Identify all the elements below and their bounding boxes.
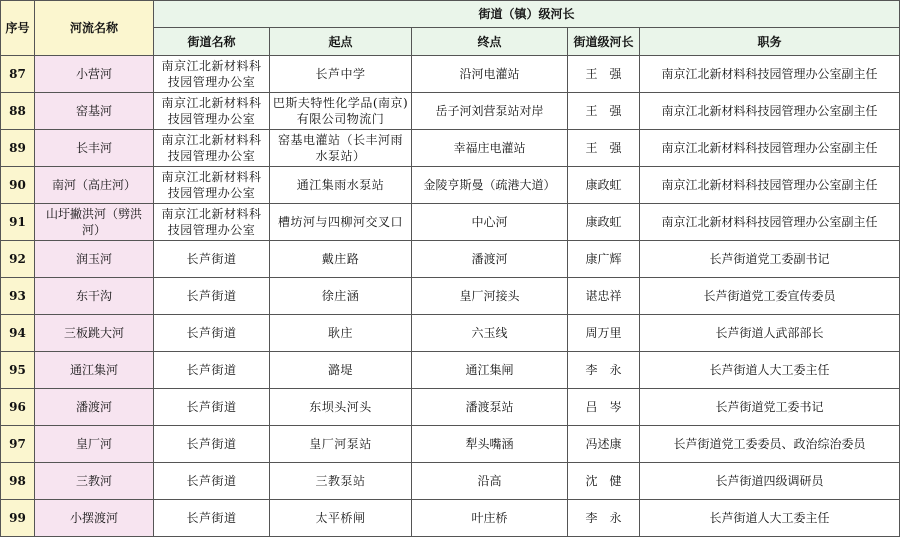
header-street: 街道名称 bbox=[154, 28, 270, 56]
cell-street: 长芦街道 bbox=[154, 278, 270, 315]
cell-river: 三板跳大河 bbox=[35, 315, 154, 352]
cell-end: 中心河 bbox=[412, 204, 568, 241]
cell-no: 98 bbox=[1, 463, 35, 500]
table-row bbox=[1, 500, 900, 537]
cell-no: 93 bbox=[1, 278, 35, 315]
cell-river: 东干沟 bbox=[35, 278, 154, 315]
cell-start: 巴斯夫特性化学品(南京)有限公司物流门 bbox=[270, 93, 412, 130]
cell-street: 长芦街道 bbox=[154, 241, 270, 278]
cell-no: 97 bbox=[1, 426, 35, 463]
header-chief: 街道级河长 bbox=[568, 28, 640, 56]
header-post: 职务 bbox=[640, 28, 900, 56]
cell-end: 六玉线 bbox=[412, 315, 568, 352]
cell-start: 窑基电灌站（长丰河雨水泵站） bbox=[270, 130, 412, 167]
cell-no: 91 bbox=[1, 204, 35, 241]
cell-post: 长芦街道四级调研员 bbox=[640, 463, 900, 500]
cell-end: 沿河电灌站 bbox=[412, 56, 568, 93]
cell-start: 槽坊河与四柳河交叉口 bbox=[270, 204, 412, 241]
cell-end: 幸福庄电灌站 bbox=[412, 130, 568, 167]
cell-street: 长芦街道 bbox=[154, 389, 270, 426]
cell-street: 长芦街道 bbox=[154, 426, 270, 463]
cell-river: 山圩撇洪河（劈洪河） bbox=[35, 204, 154, 241]
cell-street: 南京江北新材料科技园管理办公室 bbox=[154, 130, 270, 167]
cell-chief: 康广辉 bbox=[568, 241, 640, 278]
cell-river: 小摆渡河 bbox=[35, 500, 154, 537]
cell-post: 长芦街道人武部部长 bbox=[640, 315, 900, 352]
cell-river: 三教河 bbox=[35, 463, 154, 500]
table-row bbox=[1, 352, 900, 389]
table-row bbox=[1, 315, 900, 352]
table-row bbox=[1, 167, 900, 204]
cell-start: 通江集雨水泵站 bbox=[270, 167, 412, 204]
cell-no: 99 bbox=[1, 500, 35, 537]
cell-end: 犁头嘴涵 bbox=[412, 426, 568, 463]
table-row bbox=[1, 204, 900, 241]
cell-start: 太平桥闸 bbox=[270, 500, 412, 537]
cell-street: 南京江北新材料科技园管理办公室 bbox=[154, 204, 270, 241]
table-row bbox=[1, 130, 900, 167]
table-row bbox=[1, 241, 900, 278]
cell-end: 叶庄桥 bbox=[412, 500, 568, 537]
cell-street: 长芦街道 bbox=[154, 500, 270, 537]
table-row bbox=[1, 426, 900, 463]
cell-river: 长丰河 bbox=[35, 130, 154, 167]
cell-street: 南京江北新材料科技园管理办公室 bbox=[154, 167, 270, 204]
table-row bbox=[1, 463, 900, 500]
cell-no: 96 bbox=[1, 389, 35, 426]
cell-post: 长芦街道党工委委员、政治综治委员 bbox=[640, 426, 900, 463]
cell-post: 南京江北新材料科技园管理办公室副主任 bbox=[640, 167, 900, 204]
cell-post: 南京江北新材料科技园管理办公室副主任 bbox=[640, 56, 900, 93]
cell-start: 耿庄 bbox=[270, 315, 412, 352]
header-start: 起点 bbox=[270, 28, 412, 56]
cell-start: 长芦中学 bbox=[270, 56, 412, 93]
cell-chief: 冯述康 bbox=[568, 426, 640, 463]
table-row bbox=[1, 278, 900, 315]
cell-post: 长芦街道党工委宣传委员 bbox=[640, 278, 900, 315]
cell-river: 潘渡河 bbox=[35, 389, 154, 426]
header-group: 街道（镇）级河长 bbox=[154, 1, 900, 28]
cell-no: 90 bbox=[1, 167, 35, 204]
cell-post: 长芦街道党工委书记 bbox=[640, 389, 900, 426]
cell-end: 金陵亨斯曼（疏港大道） bbox=[412, 167, 568, 204]
cell-start: 皇厂河泵站 bbox=[270, 426, 412, 463]
header-row-1 bbox=[1, 1, 900, 28]
cell-street: 长芦街道 bbox=[154, 315, 270, 352]
cell-chief: 王 强 bbox=[568, 56, 640, 93]
cell-chief: 康政虹 bbox=[568, 204, 640, 241]
header-end: 终点 bbox=[412, 28, 568, 56]
cell-chief: 周万里 bbox=[568, 315, 640, 352]
cell-post: 南京江北新材料科技园管理办公室副主任 bbox=[640, 130, 900, 167]
cell-end: 皇厂河接头 bbox=[412, 278, 568, 315]
cell-chief: 谌忠祥 bbox=[568, 278, 640, 315]
cell-post: 南京江北新材料科技园管理办公室副主任 bbox=[640, 204, 900, 241]
cell-end: 潘渡泵站 bbox=[412, 389, 568, 426]
cell-chief: 李 永 bbox=[568, 500, 640, 537]
cell-river: 通江集河 bbox=[35, 352, 154, 389]
cell-post: 长芦街道党工委副书记 bbox=[640, 241, 900, 278]
cell-street: 南京江北新材料科技园管理办公室 bbox=[154, 93, 270, 130]
cell-start: 戴庄路 bbox=[270, 241, 412, 278]
cell-river: 窑基河 bbox=[35, 93, 154, 130]
cell-chief: 王 强 bbox=[568, 130, 640, 167]
cell-no: 87 bbox=[1, 56, 35, 93]
cell-post: 长芦街道人大工委主任 bbox=[640, 352, 900, 389]
cell-chief: 李 永 bbox=[568, 352, 640, 389]
header-river: 河流名称 bbox=[35, 1, 154, 56]
table-row bbox=[1, 93, 900, 130]
cell-chief: 康政虹 bbox=[568, 167, 640, 204]
cell-river: 南河（高庄河） bbox=[35, 167, 154, 204]
cell-street: 长芦街道 bbox=[154, 352, 270, 389]
cell-end: 岳子河刘营泵站对岸 bbox=[412, 93, 568, 130]
table-row bbox=[1, 389, 900, 426]
cell-no: 88 bbox=[1, 93, 35, 130]
cell-start: 三教泵站 bbox=[270, 463, 412, 500]
cell-start: 徐庄涵 bbox=[270, 278, 412, 315]
cell-river: 皇厂河 bbox=[35, 426, 154, 463]
cell-no: 95 bbox=[1, 352, 35, 389]
table-row bbox=[1, 56, 900, 93]
cell-start: 东坝头河头 bbox=[270, 389, 412, 426]
cell-post: 南京江北新材料科技园管理办公室副主任 bbox=[640, 93, 900, 130]
cell-end: 潘渡河 bbox=[412, 241, 568, 278]
cell-chief: 沈 健 bbox=[568, 463, 640, 500]
cell-post: 长芦街道人大工委主任 bbox=[640, 500, 900, 537]
cell-no: 92 bbox=[1, 241, 35, 278]
header-no: 序号 bbox=[1, 1, 35, 56]
cell-chief: 吕 岑 bbox=[568, 389, 640, 426]
cell-chief: 王 强 bbox=[568, 93, 640, 130]
cell-street: 长芦街道 bbox=[154, 463, 270, 500]
cell-river: 润玉河 bbox=[35, 241, 154, 278]
cell-no: 94 bbox=[1, 315, 35, 352]
cell-no: 89 bbox=[1, 130, 35, 167]
cell-end: 通江集闸 bbox=[412, 352, 568, 389]
cell-end: 沿高 bbox=[412, 463, 568, 500]
cell-street: 南京江北新材料科技园管理办公室 bbox=[154, 56, 270, 93]
cell-river: 小营河 bbox=[35, 56, 154, 93]
cell-start: 潞堤 bbox=[270, 352, 412, 389]
